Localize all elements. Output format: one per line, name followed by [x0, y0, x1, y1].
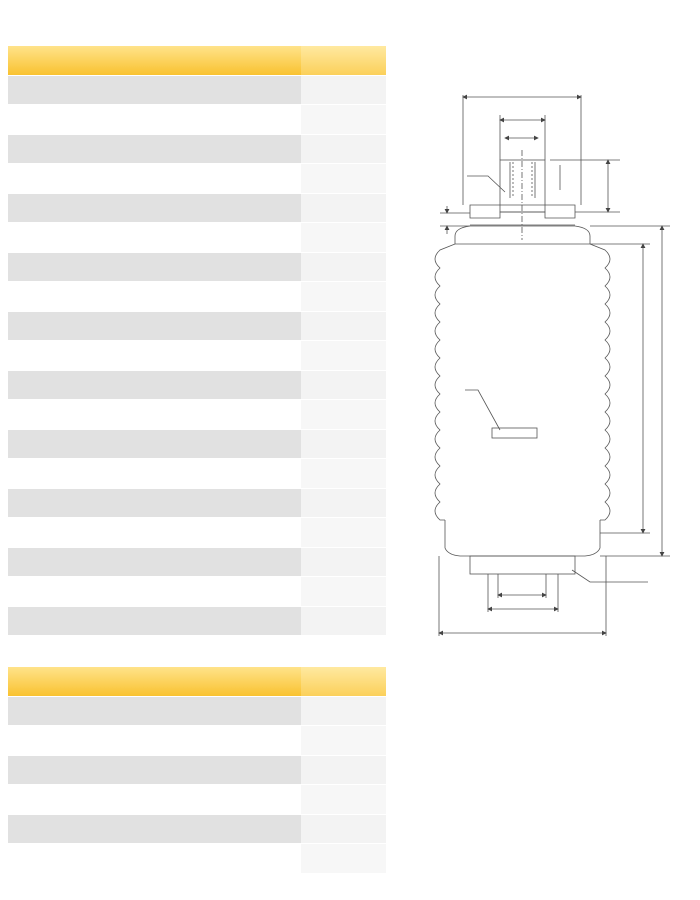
- leader-m6: [572, 570, 648, 582]
- lower-flange: [445, 520, 600, 556]
- upper-collar: [470, 205, 575, 218]
- upper-end-cap: [455, 226, 590, 244]
- terminal-stem: [500, 160, 545, 212]
- ceramic-body: [435, 244, 610, 520]
- nameplate: [492, 428, 537, 438]
- leader-burn-mark: [467, 176, 505, 192]
- lower-cap: [470, 556, 575, 574]
- leader-nameplate: [465, 390, 500, 430]
